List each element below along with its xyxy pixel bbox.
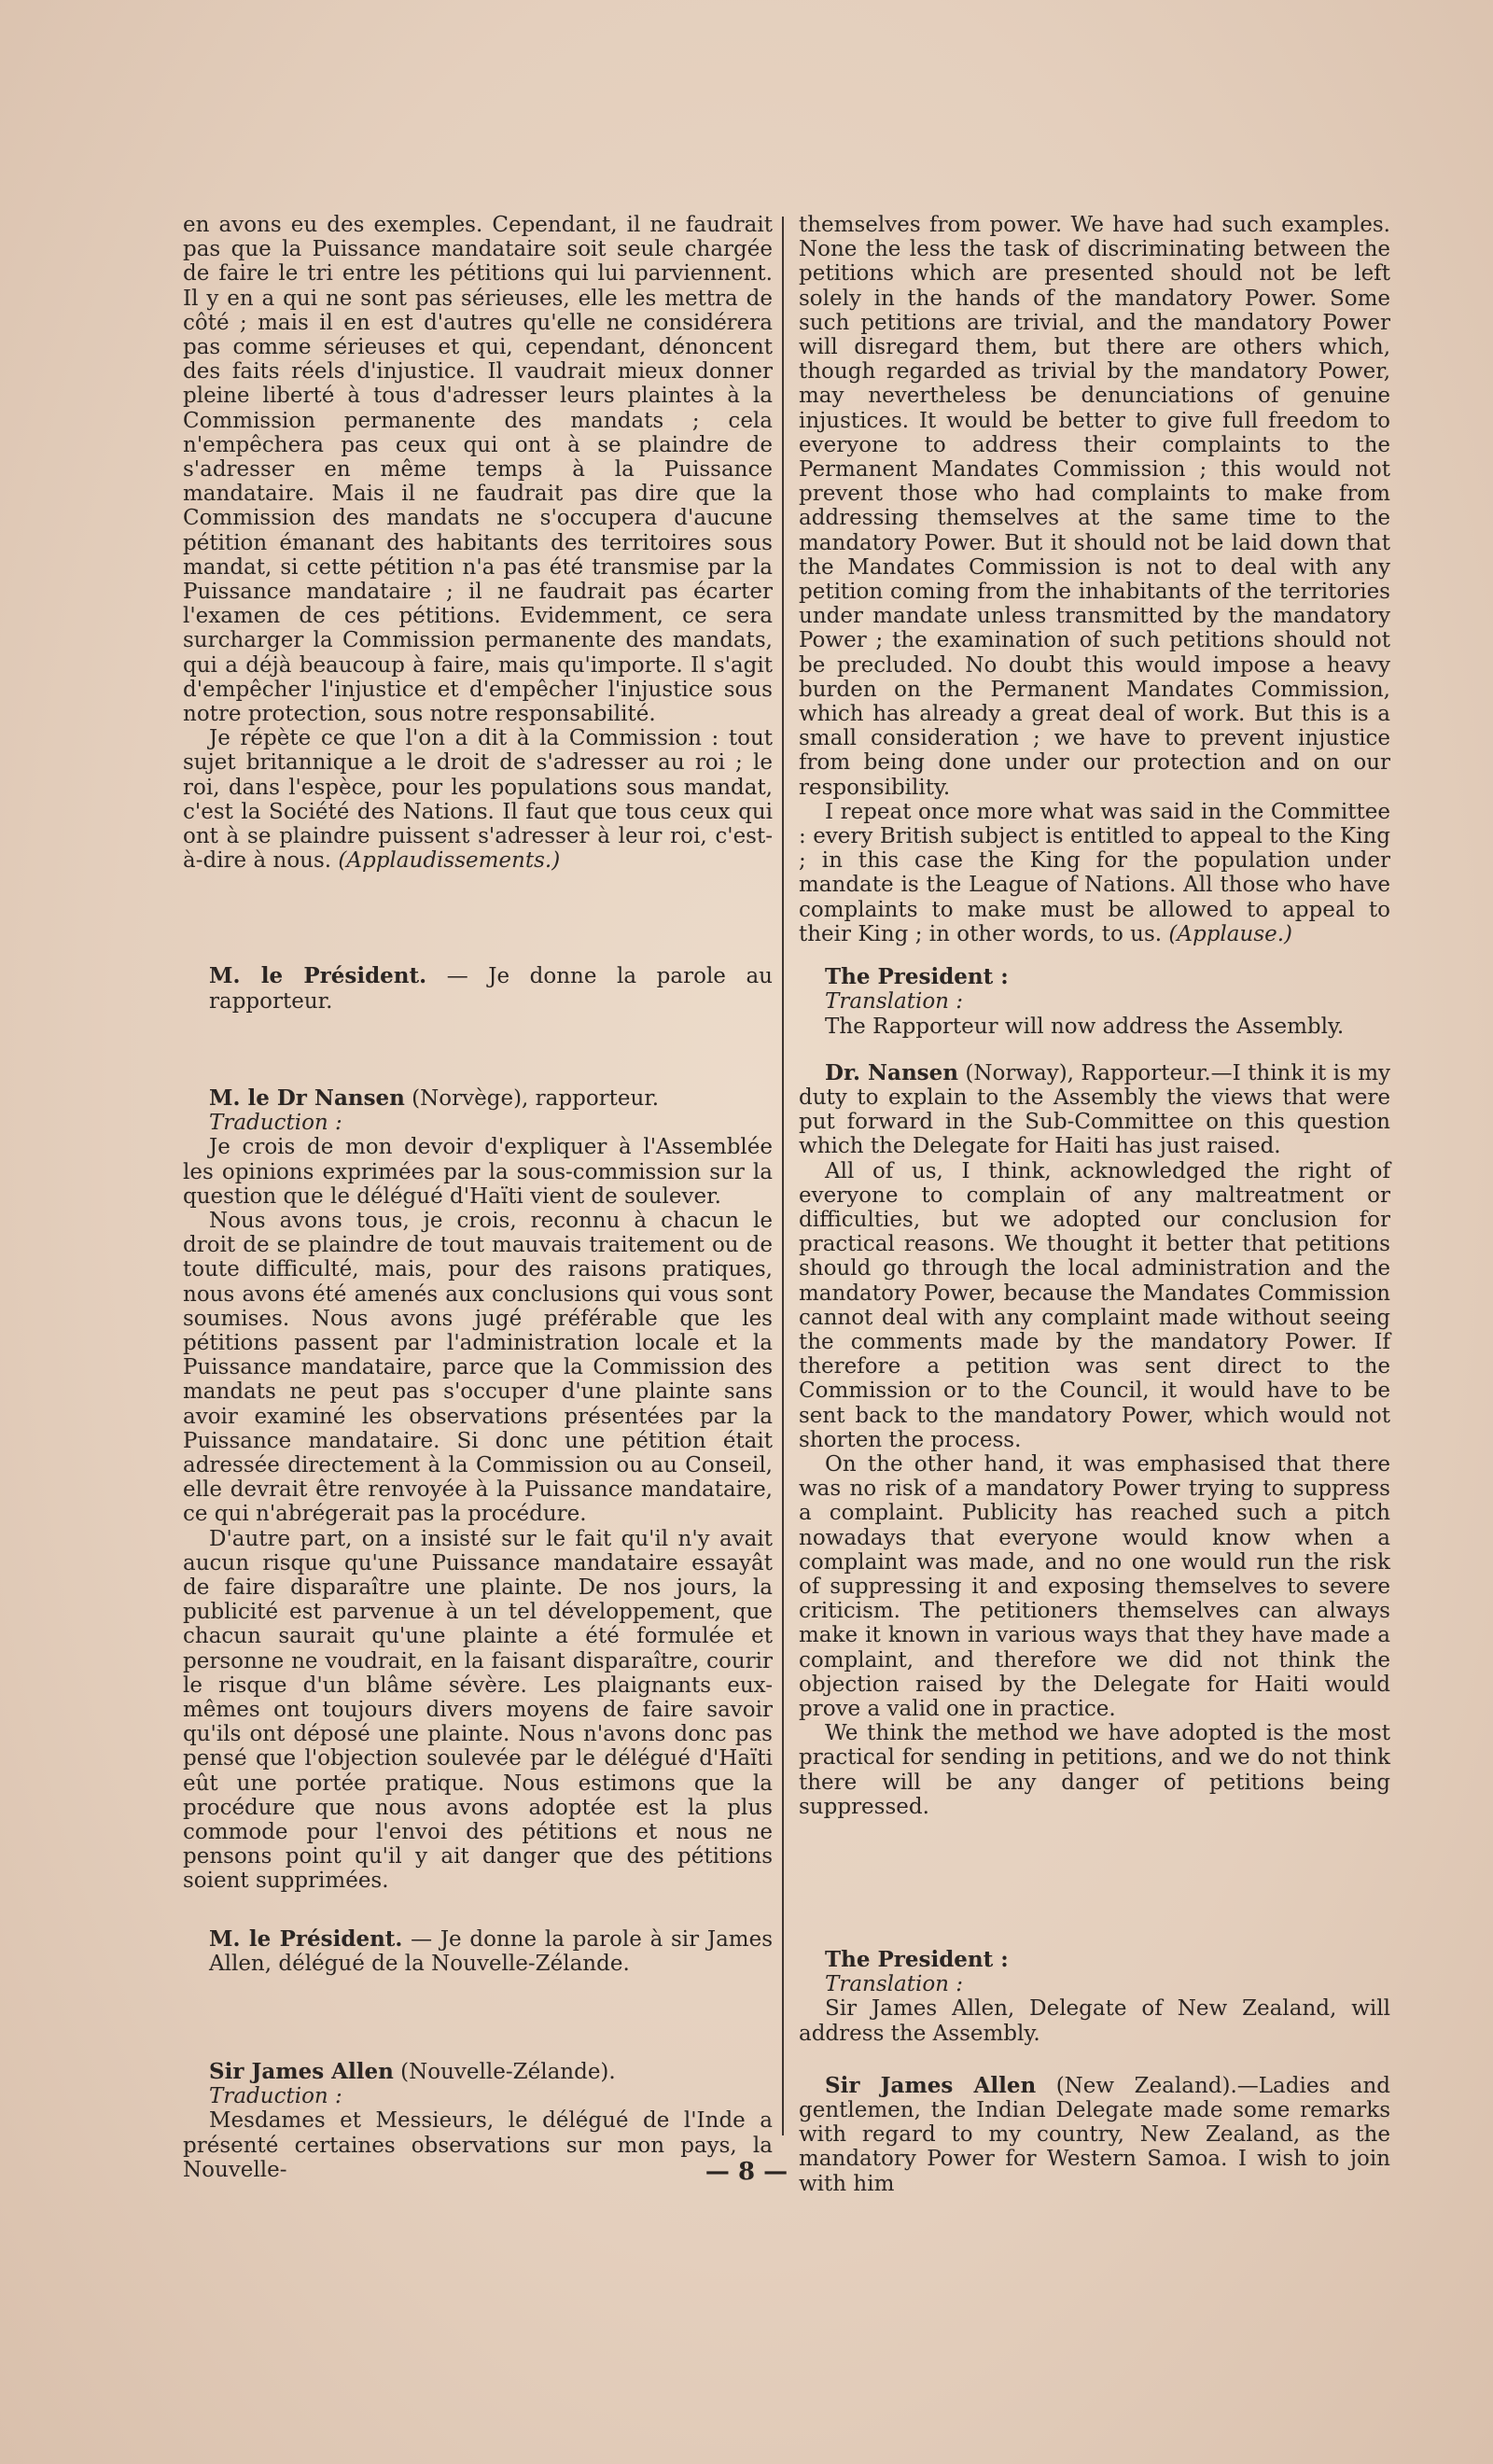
- translation-label: Translation :: [825, 1972, 964, 1997]
- english-paragraph: [799, 1061, 1390, 1159]
- translation-label: Traduction :: [209, 2084, 342, 2109]
- president-statement: [209, 964, 773, 1013]
- president-statement: [209, 1927, 773, 1976]
- speaker-line: [209, 2060, 773, 2084]
- speaker-name: M. le Président.: [209, 963, 427, 989]
- french-paragraph: Je crois de mon devoir d'expliquer à l'Assemblée les opinions exprimées par la sous-commission sur la question que le délégué d'Haïti vient de soulever.: [183, 1135, 773, 1209]
- english-text: (Norway), Rapporteur.—I think it is my duty to explain to the Assembly the views that were put forward in the Sub-Committee on this question which the Delegate for Haiti has just raised.: [799, 1060, 1390, 1159]
- english-paragraph: We think the method we have adopted is the most practical for sending in petitions, and we do not think there will be any danger of petitions being suppressed.: [799, 1721, 1390, 1819]
- speaker-name: The President :: [825, 964, 1009, 990]
- french-paragraph: Nous avons tous, je crois, reconnu à chacun le droit de se plaindre de tout mauvais traitement ou de toute difficulté, mais, pour des raisons pratiques, nous avons été amenés aux conclusions qui vous sont soumises. Nous avons jugé préférable que les pétitions passent par l'administration locale et la Puissance mandataire, parce que la Commission des mandats ne peut pas s'occuper d'une plainte sans avoir examiné les observations présentées par la Puissance mandataire. Si donc une pétition était adressée directement à la Commission ou au Conseil, elle devrait être renvoyée à la Puissance mandataire, ce qui n'abrégerait pas la procédure.: [183, 1208, 773, 1527]
- column-divider: [782, 217, 784, 2135]
- french-text: Je répète ce que l'on a dit à la Commission : tout sujet britannique a le droit de s'adresser au roi ; le roi, dans l'espèce, pour les populations sous mandat, c'est la Société des Nations. Il faut que tous ceux qui ont à se plaindre puissent s'adresser à leur roi, c'est-à-dire à nous.: [183, 726, 773, 874]
- statement-text: — Je donne la parole au rapporteur.: [209, 964, 773, 1014]
- speaker-role: (Nouvelle-Zélande).: [393, 2060, 616, 2084]
- applause-note: (Applaudissements.): [338, 848, 561, 874]
- speaker-name: M. le Dr Nansen: [209, 1085, 405, 1111]
- speaker-name: Dr. Nansen: [825, 1059, 958, 1085]
- applause-note: (Applause.): [1168, 921, 1293, 946]
- speaker-name: The President :: [825, 1947, 1009, 1972]
- speaker-name: M. le Président.: [209, 1925, 403, 1952]
- speaker-line: [209, 1086, 773, 1111]
- french-paragraph: D'autre part, on a insisté sur le fait qu'il n'y avait aucun risque qu'une Puissance mandataire essayât de faire disparaître une plainte. De nos jours, la publicité est parvenue à un tel développement, que chacun saurait qu'une plainte a été formulée et personne ne voudrait, en la faisant disparaître, courir le risque d'un blâme sévère. Les plaignants eux-mêmes ont toujours divers moyens de faire savoir qu'ils ont déposé une plainte. Nous n'avons donc pas pensé que l'objection soulevée par le délégué d'Haïti eût une portée pratique. Nous estimons que la procédure que nous avons adoptée est la plus commode pour l'envoi des pétitions et nous ne pensons point qu'il y ait danger que des pétitions soient supprimées.: [183, 1526, 773, 1894]
- statement-text: — Je donne la parole à sir James Allen, délégué de la Nouvelle-Zélande.: [209, 1926, 774, 1976]
- english-paragraph: All of us, I think, acknowledged the right of everyone to complain of any maltreatment or difficulties, but we adopted our conclusion for practical reasons. We thought it better that petitions should go through the local administration and the mandatory Power, because the Mandates Commission cannot deal with any complaint made without seeing the comments made by the mandatory Power. If therefore a petition was sent direct to the Commission or to the Council, it would have to be sent back to the mandatory Power, which would not shorten the process.: [799, 1158, 1390, 1452]
- english-paragraph: On the other hand, it was emphasised that there was no risk of a mandatory Power trying to suppress a complaint. Publicity has reached such a pitch nowadays that everyone would know when a complaint was made, and no one would run the risk of suppressing it and exposing themselves to severe criticism. The petitioners themselves can always make it known in various ways that they have made a complaint, and therefore we did not think the objection raised by the Delegate for Haiti would prove a valid one in practice.: [799, 1451, 1390, 1721]
- english-paragraph: themselves from power. We have had such examples. None the less the task of discriminating between the petitions which are presented should not be left solely in the hands of the mandatory Power. Some such petitions are trivial, and the mandatory Power will disregard them, but there are others which, though regarded as trivial by the mandatory Power, may nevertheless be denunciations of genuine injustices. It would be better to give full freedom to everyone to address their complaints to the Permanent Mandates Commission ; this would not prevent those who had complaints to make from addressing themselves at the same time to the mandatory Power. But it should not be laid down that the Mandates Commission is not to deal with any petition coming from the inhabitants of the territories under mandate unless transmitted by the mandatory Power ; the examination of such petitions should not be precluded. No doubt this would impose a heavy burden on the Permanent Mandates Commission, which has already a great deal of work. But this is a small consideration ; we have to prevent injustice from being done under our protection and on our responsibility.: [799, 213, 1390, 800]
- speaker-name: Sir James Allen: [209, 2059, 394, 2084]
- speaker-role: (Norvège), rapporteur.: [404, 1085, 660, 1111]
- page-number: — 8 —: [705, 2158, 788, 2186]
- statement-text: Sir James Allen, Delegate of New Zealand, will address the Assembly.: [799, 1996, 1390, 2046]
- english-text: I repeat once more what was said in the Committee : every British subject is entitled to appeal to the King ; in this case the King for the population under mandate is the League of Nations. All those who have complaints to make must be allowed to appeal to their King ; in other words, to us.: [799, 799, 1390, 946]
- english-column: [799, 213, 1390, 2196]
- speaker-name: Sir James Allen: [825, 2072, 1037, 2098]
- french-column: [183, 213, 773, 2182]
- statement-text: The Rapporteur will now address the Assembly.: [825, 1014, 1345, 1039]
- english-text: (New Zealand).—Ladies and gentlemen, the Indian Delegate made some remarks with regard to my country, New Zealand, as the mandatory Power for Western Samoa. I wish to join with him: [799, 2073, 1390, 2196]
- translation-label: Translation :: [825, 989, 964, 1015]
- french-paragraph: Mesdames et Messieurs, le délégué de l'Inde a présenté certaines observations sur mon pays, la Nouvelle-: [183, 2108, 773, 2182]
- french-paragraph: en avons eu des exemples. Cependant, il ne faudrait pas que la Puissance mandataire soit seule chargée de faire le tri entre les pétitions qui lui parviennent. Il y en a qui ne sont pas sérieuses, elle les mettra de côté ; mais il en est d'autres qu'elle ne considérera pas comme sérieuses et qui, cependant, dénoncent des faits réels d'injustice. Il vaudrait mieux donner pleine liberté à tous d'adresser leurs plaintes à la Commission permanente des mandats ; cela n'empêchera pas ceux qui ont à se plaindre de s'adresser en même temps à la Puissance mandataire. Mais il ne faudrait pas dire que la Commission des mandats ne s'occupera d'aucune pétition émanant des habitants des territoires sous mandat, si cette pétition n'a pas été transmise par la Puissance mandataire ; il ne faudrait pas écarter l'examen de ces pétitions. Evidemment, ce sera surcharger la Commission permanente des mandats, qui a déjà beaucoup à faire, mais qu'importe. Il s'agit d'empêcher l'injustice et d'empêcher l'injustice sous notre protection, sous notre responsabilité.: [183, 213, 773, 727]
- translation-label: Traduction :: [209, 1111, 342, 1136]
- english-paragraph: [799, 800, 1390, 946]
- french-paragraph: [183, 726, 773, 873]
